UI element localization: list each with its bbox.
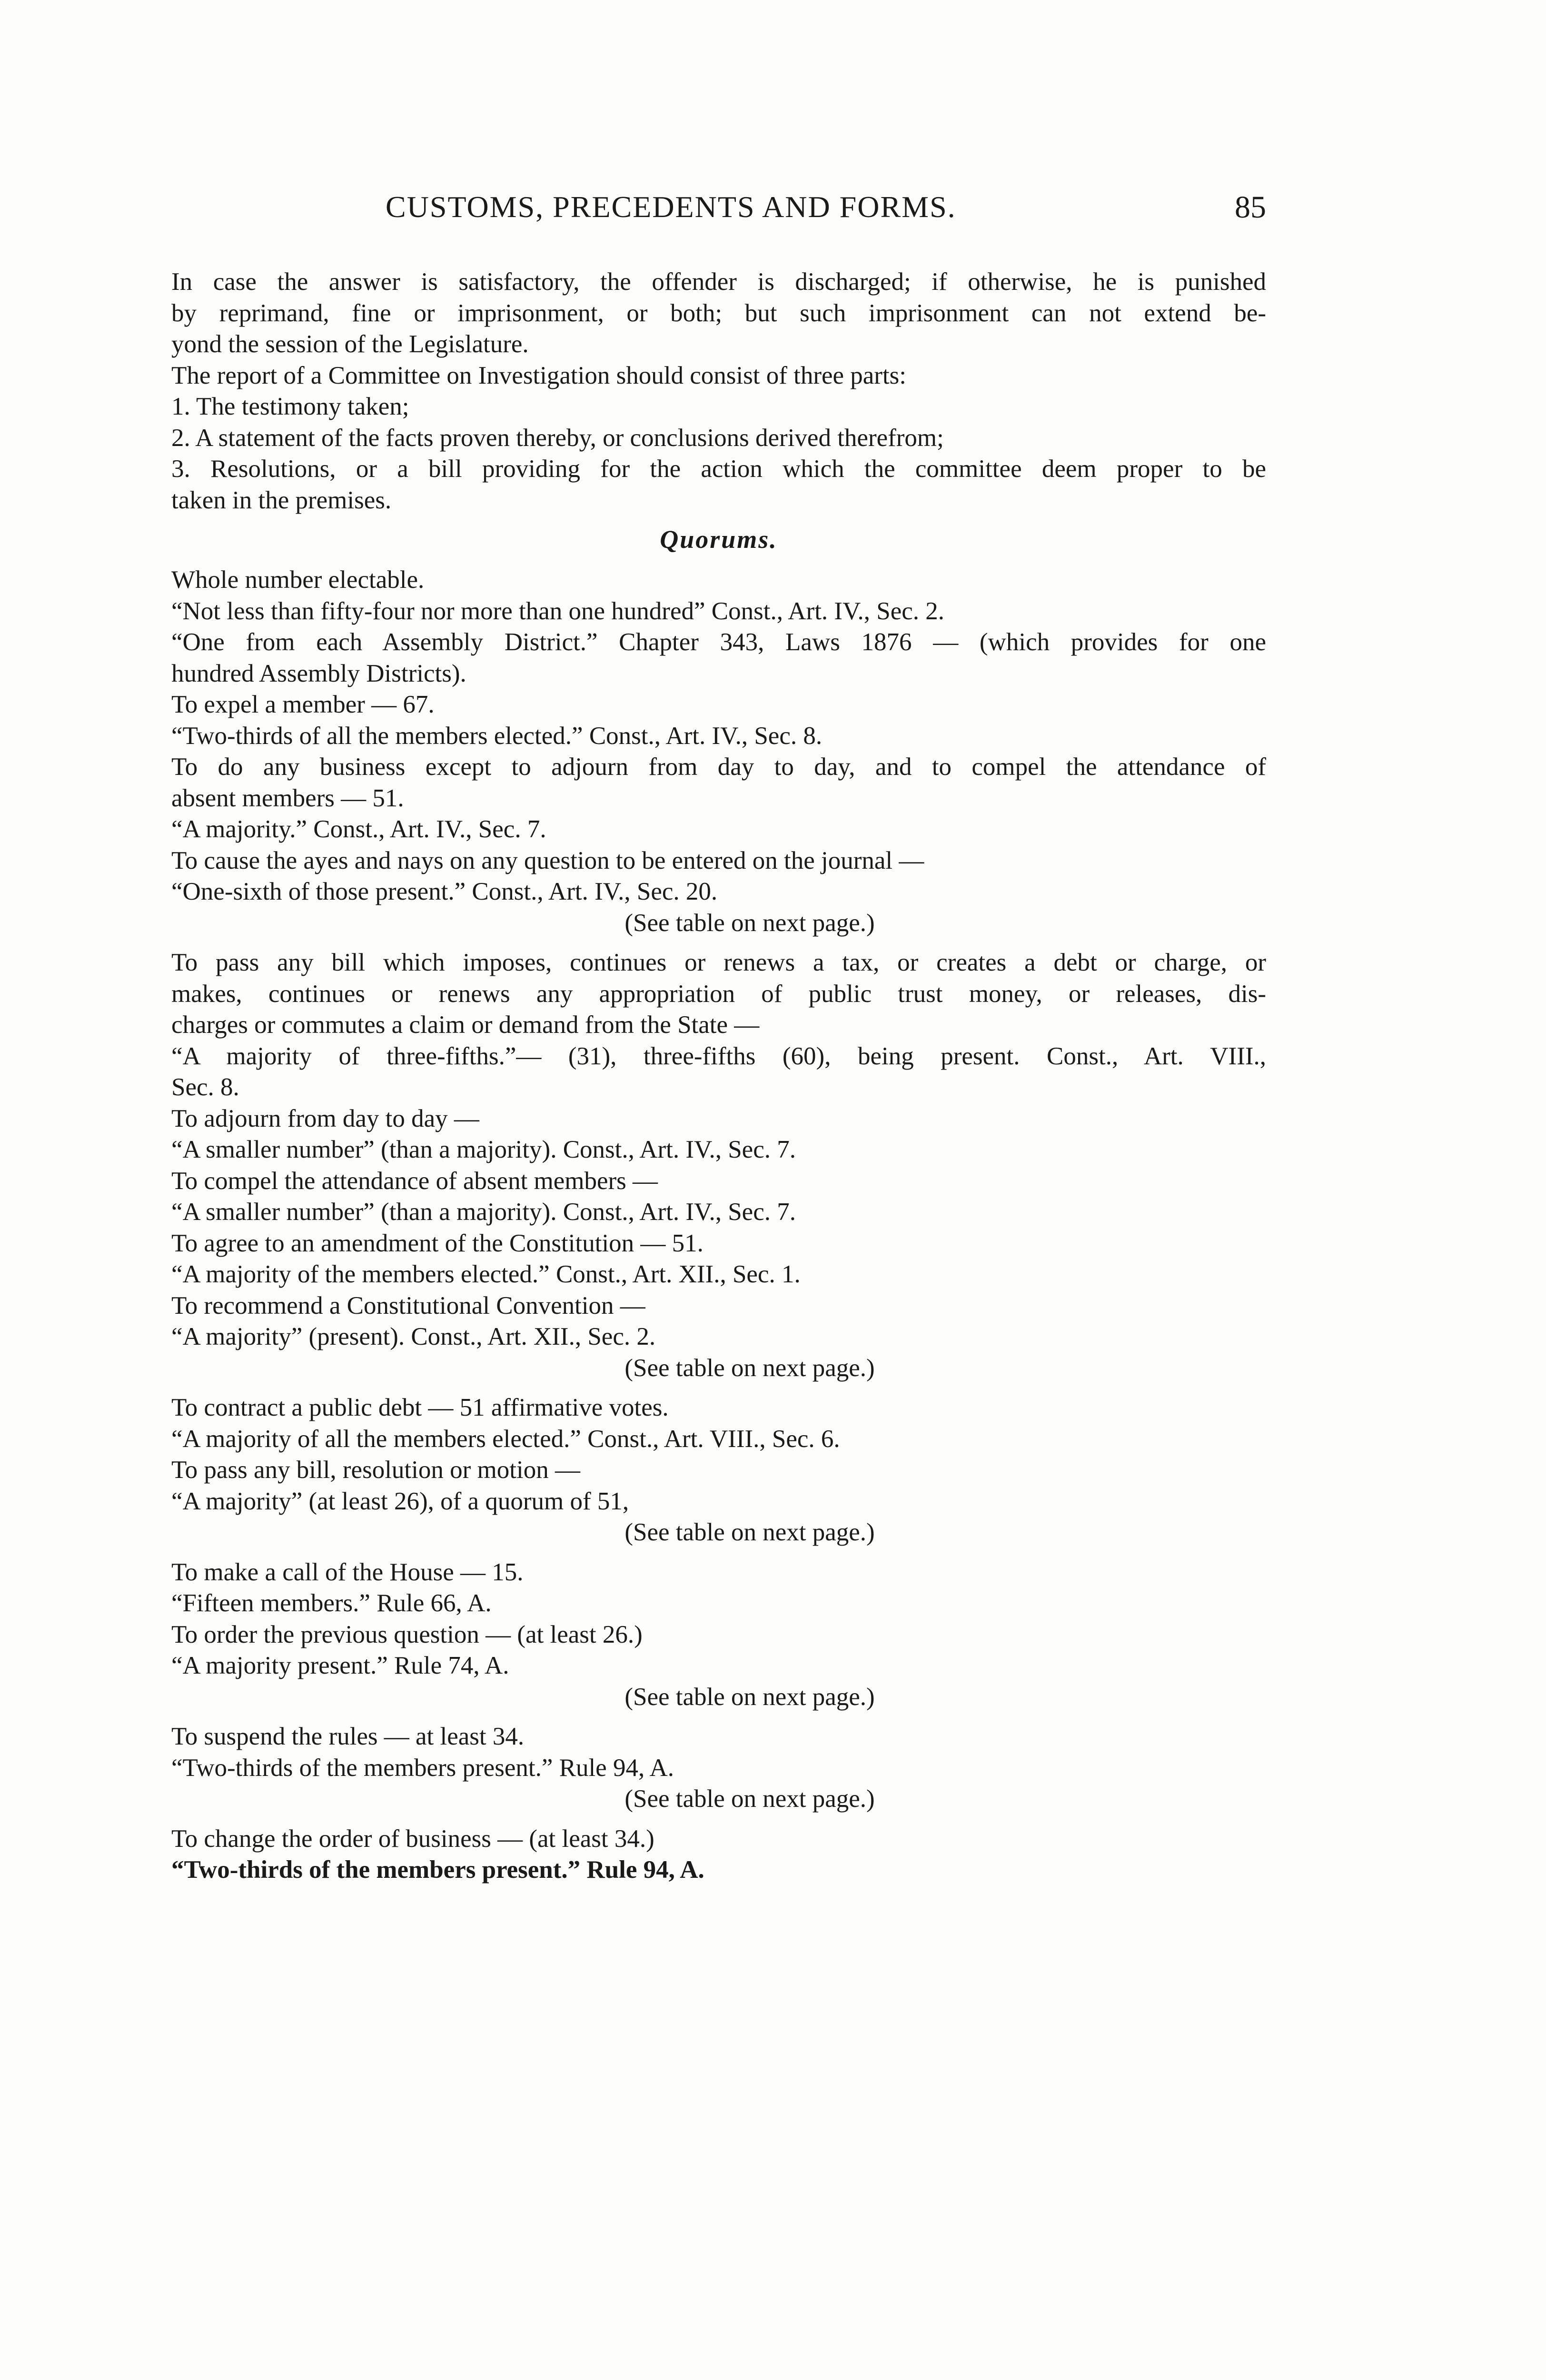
text-line: “A majority of all the members elected.” Const., Art. VIII., Sec. 6.	[171, 1425, 840, 1453]
text-line: To pass any bill, resolution or motion —	[171, 1456, 580, 1484]
text-line: by reprimand, fine or imprisonment, or both; but such imprisonment can not extend be-	[171, 299, 1266, 327]
text-line: taken in the premises.	[171, 486, 392, 514]
text-line: “One-sixth of those present.” Const., Art. IV., Sec. 20.	[171, 878, 718, 905]
table-reference: (See table on next page.)	[624, 1518, 875, 1546]
text-line: charges or commutes a claim or demand from the State —	[171, 1011, 760, 1039]
text-line: “A majority of three-fifths.”— (31), three-fifths (60), being present. Const., Art. VIII.,	[171, 1042, 1266, 1070]
text-line: To agree to an amendment of the Constitution — 51.	[171, 1229, 704, 1257]
page-header	[171, 189, 1266, 242]
text-line: To adjourn from day to day —	[171, 1104, 479, 1132]
text-line: “Two-thirds of all the members elected.” Const., Art. IV., Sec. 8.	[171, 722, 823, 750]
text-line: “A majority present.” Rule 74, A.	[171, 1652, 509, 1679]
text-line: The report of a Committee on Investigation should consist of three parts:	[171, 361, 907, 389]
table-reference: (See table on next page.)	[624, 909, 875, 937]
text-line: To change the order of business — (at least 34.)	[171, 1825, 654, 1853]
text-line: 2. A statement of the facts proven thereby, or conclusions derived therefrom;	[171, 424, 944, 452]
text-line: To make a call of the House — 15.	[171, 1558, 524, 1586]
table-reference: (See table on next page.)	[624, 1354, 875, 1382]
text-line: “Not less than fifty-four nor more than one hundred” Const., Art. IV., Sec. 2.	[171, 597, 945, 625]
text-line: makes, continues or renews any appropriation of public trust money, or releases, dis-	[171, 980, 1266, 1008]
text-line: “A majority” (at least 26), of a quorum of 51,	[171, 1487, 629, 1515]
text-line: To recommend a Constitutional Convention —	[171, 1291, 645, 1319]
text-line: “A majority.” Const., Art. IV., Sec. 7.	[171, 815, 546, 843]
text-line: To pass any bill which imposes, continues or renews a tax, or creates a debt or charge, or	[171, 949, 1266, 976]
text-line: Sec. 8.	[171, 1073, 239, 1101]
running-title: CUSTOMS, PRECEDENTS AND FORMS.	[386, 190, 956, 224]
text-line: “One from each Assembly District.” Chapter 343, Laws 1876 — (which provides for one	[171, 628, 1266, 656]
text-line: To expel a member — 67.	[171, 691, 435, 718]
text-line: In case the answer is satisfactory, the offender is discharged; if otherwise, he is punished	[171, 268, 1266, 296]
page-number: 85	[1235, 190, 1266, 225]
text-line: “Fifteen members.” Rule 66, A.	[171, 1589, 492, 1617]
text-line: “Two-thirds of the members present.” Rule 94, A.	[171, 1856, 704, 1884]
text-line: To cause the ayes and nays on any question to be entered on the journal —	[171, 846, 924, 874]
text-line: hundred Assembly Districts).	[171, 659, 466, 687]
text-line: “A majority” (present). Const., Art. XII., Sec. 2.	[171, 1323, 656, 1350]
text-line: “A majority of the members elected.” Const., Art. XII., Sec. 1.	[171, 1260, 801, 1288]
text-line: “Two-thirds of the members present.” Rule 94, A.	[171, 1754, 674, 1782]
page-body	[171, 267, 1266, 1886]
text-line: “A smaller number” (than a majority). Const., Art. IV., Sec. 7.	[171, 1136, 796, 1163]
table-reference: (See table on next page.)	[624, 1785, 875, 1813]
text-line: To do any business except to adjourn from day to day, and to compel the attendance of	[171, 753, 1266, 781]
section-heading-quorums: Quorums.	[660, 525, 778, 554]
table-reference: (See table on next page.)	[624, 1683, 875, 1711]
text-line: To contract a public debt — 51 affirmative votes.	[171, 1394, 669, 1421]
text-line: To suspend the rules — at least 34.	[171, 1723, 525, 1750]
text-line: absent members — 51.	[171, 784, 404, 812]
text-line: To compel the attendance of absent members —	[171, 1167, 658, 1195]
text-line: yond the session of the Legislature.	[171, 330, 529, 358]
text-line: “A smaller number” (than a majority). Const., Art. IV., Sec. 7.	[171, 1198, 796, 1226]
text-line: Whole number electable.	[171, 566, 425, 594]
text-line: 1. The testimony taken;	[171, 393, 409, 420]
text-line: 3. Resolutions, or a bill providing for the action which the committee deem proper to be	[171, 455, 1266, 483]
text-line: To order the previous question — (at least 26.)	[171, 1620, 643, 1648]
